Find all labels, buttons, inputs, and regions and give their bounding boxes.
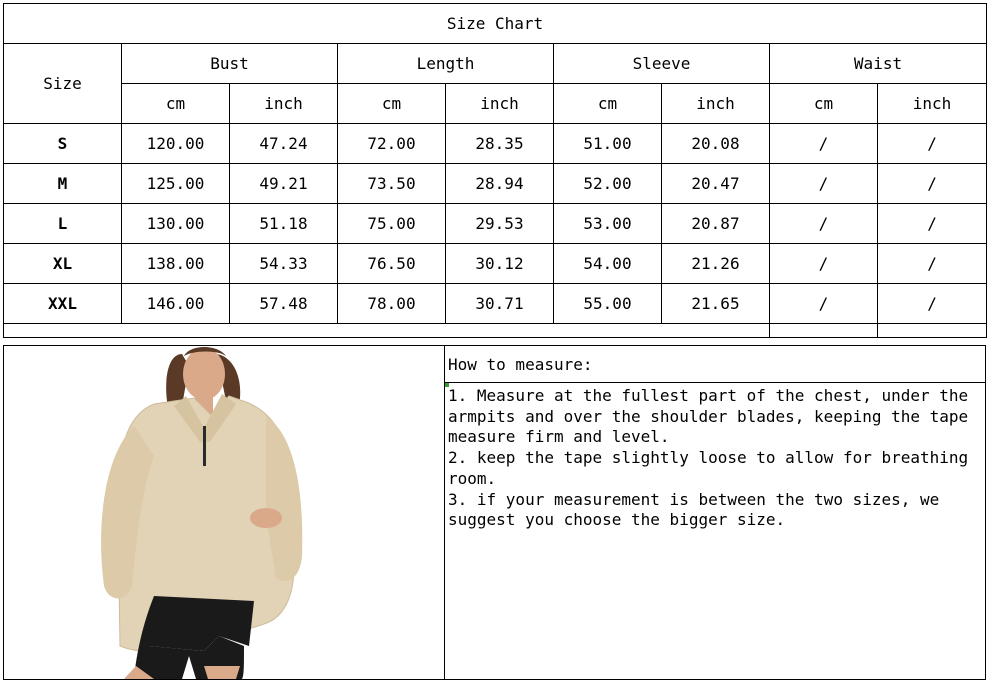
- length-inch-cell: 28.35: [446, 124, 554, 164]
- unit-header-inch: inch: [878, 84, 987, 124]
- measure-title: How to measure:: [445, 346, 985, 383]
- waist-cm-cell: /: [770, 164, 878, 204]
- sleeve-inch-cell: 20.08: [662, 124, 770, 164]
- bust-header: Bust: [122, 44, 338, 84]
- length-header: Length: [338, 44, 554, 84]
- sleeve-inch-cell: 20.47: [662, 164, 770, 204]
- model-illustration: [4, 346, 444, 679]
- table-row: [4, 204, 987, 244]
- spacer-row: [4, 324, 987, 338]
- unit-header-inch: inch: [662, 84, 770, 124]
- bust-inch-cell: 57.48: [230, 284, 338, 324]
- sleeve-header: Sleeve: [554, 44, 770, 84]
- waist-header: Waist: [770, 44, 987, 84]
- bust-cm-cell: 138.00: [122, 244, 230, 284]
- waist-inch-cell: /: [878, 204, 987, 244]
- bust-inch-cell: 47.24: [230, 124, 338, 164]
- waist-cm-cell: /: [770, 244, 878, 284]
- table-title: Size Chart: [4, 4, 987, 44]
- length-cm-cell: 72.00: [338, 124, 446, 164]
- bust-inch-cell: 51.18: [230, 204, 338, 244]
- waist-cm-cell: /: [770, 204, 878, 244]
- product-photo: [4, 346, 445, 679]
- length-inch-cell: 30.12: [446, 244, 554, 284]
- size-cell: L: [4, 204, 122, 244]
- sleeve-inch-cell: 21.26: [662, 244, 770, 284]
- measure-section: [3, 345, 986, 680]
- unit-header-cm: cm: [122, 84, 230, 124]
- waist-inch-cell: /: [878, 244, 987, 284]
- unit-header-cm: cm: [554, 84, 662, 124]
- size-cell: M: [4, 164, 122, 204]
- sleeve-inch-cell: 20.87: [662, 204, 770, 244]
- table-row: [4, 164, 987, 204]
- sleeve-cm-cell: 54.00: [554, 244, 662, 284]
- sleeve-cm-cell: 53.00: [554, 204, 662, 244]
- size-cell: XXL: [4, 284, 122, 324]
- bust-cm-cell: 125.00: [122, 164, 230, 204]
- measure-step: 3. if your measurement is between the two sizes, we suggest you choose the bigger size.: [448, 489, 940, 530]
- sleeve-cm-cell: 52.00: [554, 164, 662, 204]
- length-cm-cell: 78.00: [338, 284, 446, 324]
- sleeve-cm-cell: 51.00: [554, 124, 662, 164]
- size-header: Size: [4, 44, 122, 124]
- length-cm-cell: 75.00: [338, 204, 446, 244]
- bust-cm-cell: 130.00: [122, 204, 230, 244]
- measure-steps: [448, 386, 981, 531]
- table-row: [4, 284, 987, 324]
- bust-inch-cell: 49.21: [230, 164, 338, 204]
- size-cell: XL: [4, 244, 122, 284]
- unit-header-cm: cm: [338, 84, 446, 124]
- length-inch-cell: 28.94: [446, 164, 554, 204]
- table-row: [4, 244, 987, 284]
- waist-inch-cell: /: [878, 124, 987, 164]
- measure-step: 1. Measure at the fullest part of the chest, under the armpits and over the shoulder blades, keeping the tape measure firm and level.: [448, 386, 969, 447]
- sleeve-cm-cell: 55.00: [554, 284, 662, 324]
- length-cm-cell: 76.50: [338, 244, 446, 284]
- measure-instructions: [445, 346, 985, 679]
- sleeve-inch-cell: 21.65: [662, 284, 770, 324]
- waist-inch-cell: /: [878, 164, 987, 204]
- length-inch-cell: 29.53: [446, 204, 554, 244]
- table-row: [4, 124, 987, 164]
- size-cell: S: [4, 124, 122, 164]
- unit-header-inch: inch: [446, 84, 554, 124]
- waist-cm-cell: /: [770, 124, 878, 164]
- length-inch-cell: 30.71: [446, 284, 554, 324]
- waist-inch-cell: /: [878, 284, 987, 324]
- unit-header-cm: cm: [770, 84, 878, 124]
- unit-header-inch: inch: [230, 84, 338, 124]
- bust-cm-cell: 146.00: [122, 284, 230, 324]
- size-chart-table: [3, 3, 987, 338]
- length-cm-cell: 73.50: [338, 164, 446, 204]
- bust-cm-cell: 120.00: [122, 124, 230, 164]
- waist-cm-cell: /: [770, 284, 878, 324]
- bust-inch-cell: 54.33: [230, 244, 338, 284]
- measure-step: 2. keep the tape slightly loose to allow for breathing room.: [448, 448, 969, 488]
